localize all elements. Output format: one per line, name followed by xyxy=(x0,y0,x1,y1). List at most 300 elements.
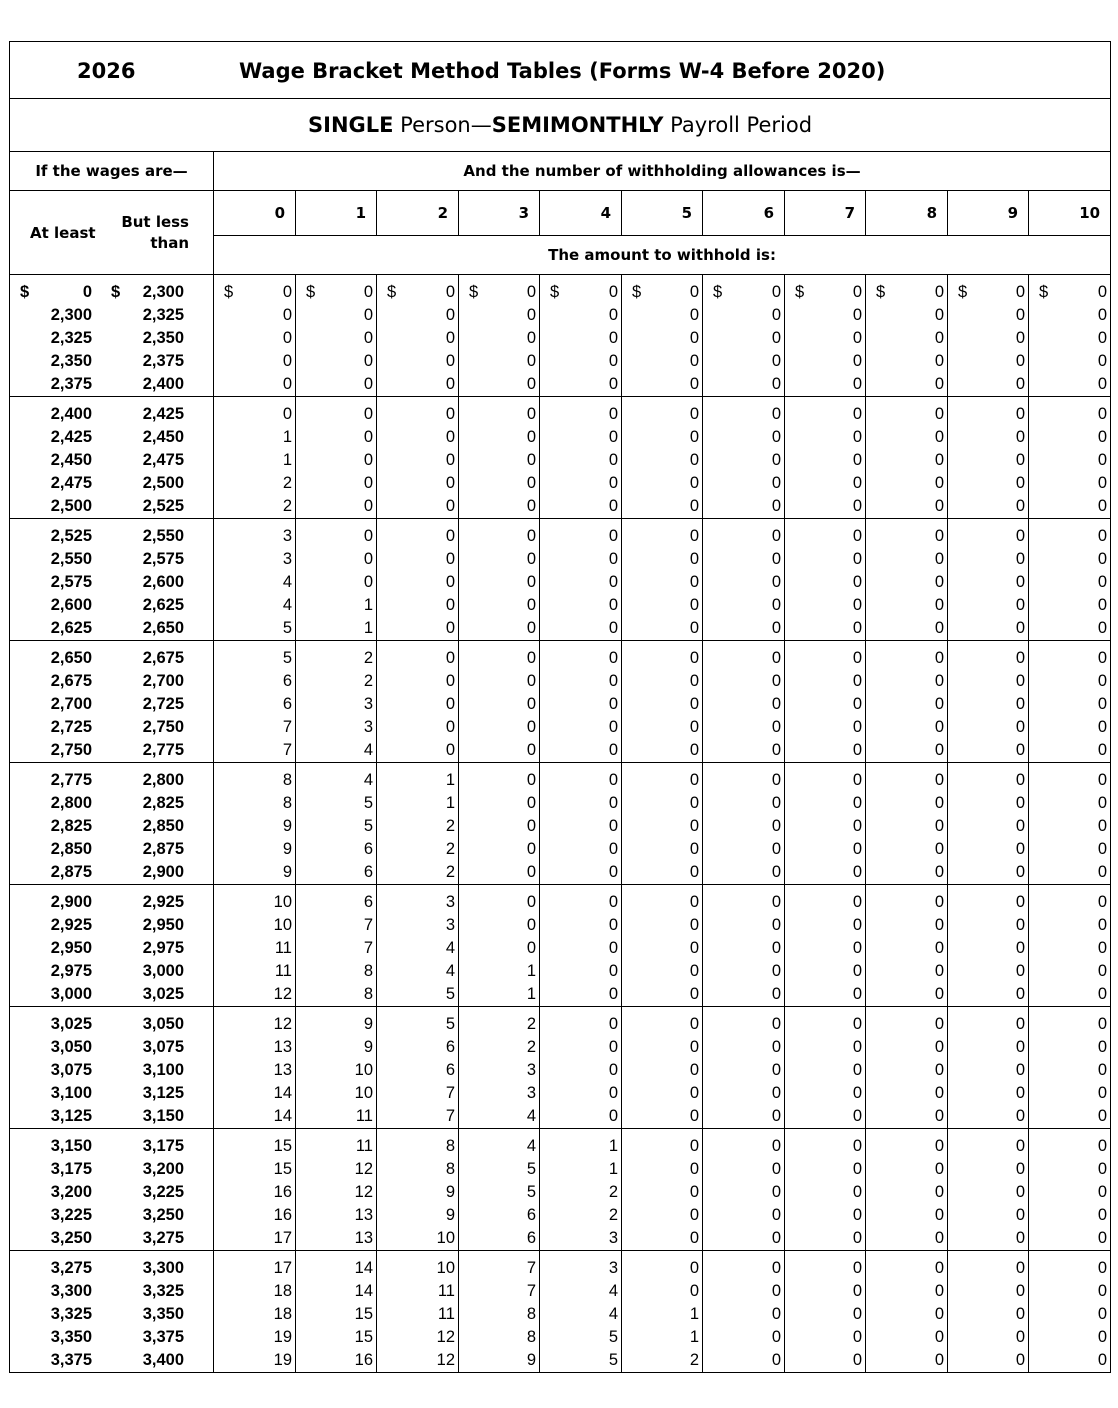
table-row xyxy=(10,914,1111,937)
amount-value: 4 xyxy=(608,1282,618,1300)
wage-but-less-than: 2,300 xyxy=(142,283,184,301)
amount-value: 3 xyxy=(526,1084,536,1102)
amount-value: 5 xyxy=(282,649,292,667)
withholding-amount xyxy=(540,739,622,763)
amount-value: 0 xyxy=(852,527,862,545)
amount-value: 0 xyxy=(934,1038,944,1056)
withholding-amount xyxy=(703,519,785,549)
withholding-amount xyxy=(377,304,459,327)
wage-range xyxy=(10,983,214,1007)
amount-value: 0 xyxy=(363,283,373,301)
wage-group xyxy=(10,1129,1111,1251)
amount-value: 0 xyxy=(526,329,536,347)
amount-value: 1 xyxy=(608,1137,618,1155)
amount-value: 0 xyxy=(1097,893,1108,911)
subtitle-filing-status: SINGLE xyxy=(308,113,394,137)
amount-value: 5 xyxy=(608,1328,618,1346)
withholding-amount xyxy=(459,327,540,350)
amount-value: 9 xyxy=(363,1038,373,1056)
amount-value: 0 xyxy=(363,352,373,370)
wage-but-less-than: 3,150 xyxy=(142,1107,184,1125)
amount-value: 0 xyxy=(526,596,536,614)
withholding-amount xyxy=(1029,1181,1111,1204)
amount-value: 0 xyxy=(1097,619,1108,637)
withholding-amount xyxy=(540,1227,622,1251)
amount-value: 1 xyxy=(445,771,455,789)
withholding-amount xyxy=(703,792,785,815)
amount-value: 0 xyxy=(445,497,455,515)
withholding-amount xyxy=(1029,1007,1111,1037)
withholding-amount xyxy=(377,1158,459,1181)
withholding-amount xyxy=(948,693,1029,716)
withholding-amount xyxy=(948,350,1029,373)
amount-value: 0 xyxy=(852,817,862,835)
amount-value: 0 xyxy=(608,1038,618,1056)
table-subtitle xyxy=(10,99,1111,152)
withholding-amount xyxy=(866,617,948,641)
wage-range xyxy=(10,1280,214,1303)
amount-value: 0 xyxy=(771,1137,781,1155)
wage-range xyxy=(10,1303,214,1326)
amount-value: 4 xyxy=(282,596,292,614)
amount-value: 0 xyxy=(689,794,699,812)
amount-value: 0 xyxy=(852,497,862,515)
withholding-amount xyxy=(866,763,948,793)
withholding-amount xyxy=(296,983,377,1007)
amount-value: 0 xyxy=(689,863,699,881)
withholding-amount xyxy=(459,937,540,960)
amount-value: 0 xyxy=(852,550,862,568)
amount-value: 0 xyxy=(771,428,781,446)
amount-value: 0 xyxy=(771,1282,781,1300)
amount-value: 0 xyxy=(689,405,699,423)
withholding-amount xyxy=(948,426,1029,449)
withholding-amount xyxy=(296,1303,377,1326)
amount-value: 0 xyxy=(771,451,781,469)
withholding-amount xyxy=(866,716,948,739)
table-row xyxy=(10,1181,1111,1204)
withholding-amount xyxy=(785,716,866,739)
amount-value: 0 xyxy=(1097,718,1108,736)
table-row xyxy=(10,1105,1111,1129)
withholding-amount xyxy=(540,426,622,449)
withholding-amount xyxy=(948,815,1029,838)
withholding-amount xyxy=(785,426,866,449)
amount-value: 0 xyxy=(934,405,944,423)
amount-value: 1 xyxy=(363,619,373,637)
withholding-amount xyxy=(540,327,622,350)
amount-value: 0 xyxy=(526,939,536,957)
withholding-amount xyxy=(622,716,703,739)
amount-value: 8 xyxy=(445,1137,455,1155)
amount-value: 0 xyxy=(1015,596,1025,614)
wage-range xyxy=(10,617,214,641)
withholding-amount xyxy=(622,304,703,327)
wage-at-least: 2,450 xyxy=(50,451,92,469)
wage-range xyxy=(10,885,214,915)
withholding-amount xyxy=(703,937,785,960)
amount-value: 0 xyxy=(771,1061,781,1079)
withholding-amount xyxy=(377,449,459,472)
amount-value: 0 xyxy=(1015,1351,1025,1369)
wage-but-less-than: 3,300 xyxy=(142,1259,184,1277)
withholding-amount xyxy=(622,519,703,549)
amount-value: 4 xyxy=(445,962,455,980)
withholding-amount xyxy=(214,693,296,716)
amount-value: 0 xyxy=(934,1107,944,1125)
withholding-amount xyxy=(948,763,1029,793)
withholding-amount xyxy=(703,472,785,495)
wage-at-least: 3,350 xyxy=(50,1328,92,1346)
withholding-amount xyxy=(296,693,377,716)
wage-range xyxy=(10,449,214,472)
withholding-amount xyxy=(377,885,459,915)
withholding-amount xyxy=(296,739,377,763)
amount-value: 0 xyxy=(1097,1259,1108,1277)
table-row xyxy=(10,937,1111,960)
amount-value: 0 xyxy=(526,352,536,370)
withholding-amount xyxy=(214,472,296,495)
withholding-amount xyxy=(703,373,785,397)
withholding-amount xyxy=(459,495,540,519)
amount-value: 15 xyxy=(354,1305,373,1323)
withholding-amount xyxy=(622,1326,703,1349)
amount-value: 12 xyxy=(436,1328,455,1346)
amount-value: 0 xyxy=(608,939,618,957)
amount-value: 0 xyxy=(689,375,699,393)
at-least-header: At least xyxy=(30,223,96,242)
withholding-amount xyxy=(377,1129,459,1159)
amount-value: 0 xyxy=(1015,1229,1025,1247)
amount-value: 0 xyxy=(934,985,944,1003)
amount-value: 3 xyxy=(282,550,292,568)
withholding-amount xyxy=(214,449,296,472)
withholding-amount xyxy=(703,861,785,885)
withholding-amount xyxy=(1029,495,1111,519)
amount-value: 0 xyxy=(934,573,944,591)
amount-value: 14 xyxy=(273,1084,292,1102)
subtitle-person: Person— xyxy=(393,113,492,137)
withholding-amount xyxy=(622,792,703,815)
withholding-amount xyxy=(703,275,785,305)
amount-value: 0 xyxy=(282,375,292,393)
withholding-amount xyxy=(1029,548,1111,571)
withholding-amount xyxy=(948,1349,1029,1373)
amount-value: 3 xyxy=(445,893,455,911)
amount-value: 0 xyxy=(608,283,618,301)
table-row xyxy=(10,1349,1111,1373)
withholding-amount xyxy=(785,519,866,549)
wage-at-least: 2,825 xyxy=(50,817,92,835)
amount-value: 0 xyxy=(1015,985,1025,1003)
withholding-amount xyxy=(459,548,540,571)
amount-value: 0 xyxy=(771,840,781,858)
wage-but-less-than: 3,350 xyxy=(142,1305,184,1323)
amount-value: 0 xyxy=(771,550,781,568)
withholding-amount xyxy=(948,449,1029,472)
withholding-amount xyxy=(377,373,459,397)
withholding-amount xyxy=(622,426,703,449)
amount-value: 0 xyxy=(1015,672,1025,690)
amount-value: 0 xyxy=(363,497,373,515)
wage-at-least: 2,300 xyxy=(50,306,92,324)
withholding-amount xyxy=(785,1059,866,1082)
withholding-amount xyxy=(785,960,866,983)
withholding-amount xyxy=(214,914,296,937)
amount-value: 0 xyxy=(771,596,781,614)
amount-value: 3 xyxy=(363,718,373,736)
amount-value: 0 xyxy=(363,527,373,545)
amount-value: 0 xyxy=(934,329,944,347)
withholding-amount xyxy=(622,983,703,1007)
withholding-amount xyxy=(785,1158,866,1181)
withholding-amount xyxy=(785,397,866,427)
withholding-amount xyxy=(296,519,377,549)
amount-value: 10 xyxy=(273,916,292,934)
amount-value: 11 xyxy=(274,962,292,980)
withholding-amount xyxy=(296,960,377,983)
amount-value: 0 xyxy=(1097,527,1108,545)
withholding-amount xyxy=(540,495,622,519)
withholding-amount xyxy=(459,641,540,671)
amount-value: 0 xyxy=(445,672,455,690)
amount-value: 3 xyxy=(608,1259,618,1277)
amount-value: 0 xyxy=(689,573,699,591)
amount-value: 0 xyxy=(1097,863,1108,881)
table-row xyxy=(10,617,1111,641)
withholding-amount xyxy=(377,1181,459,1204)
withholding-amount xyxy=(377,519,459,549)
allowance-col-2: 2 xyxy=(377,191,459,236)
withholding-amount xyxy=(540,1349,622,1373)
amount-value: 0 xyxy=(689,817,699,835)
amount-value: 0 xyxy=(852,893,862,911)
amount-value: 0 xyxy=(363,405,373,423)
amount-value: 0 xyxy=(1097,1328,1108,1346)
amount-value: 0 xyxy=(771,1015,781,1033)
table-row xyxy=(10,815,1111,838)
withholding-amount xyxy=(540,1251,622,1281)
amount-value: 3 xyxy=(526,1061,536,1079)
table-row xyxy=(10,373,1111,397)
amount-value: 0 xyxy=(771,649,781,667)
withholding-amount xyxy=(703,641,785,671)
withholding-amount xyxy=(703,1059,785,1082)
amount-value: 2 xyxy=(608,1183,618,1201)
amount-value: 0 xyxy=(1015,840,1025,858)
withholding-amount xyxy=(214,641,296,671)
amount-value: 0 xyxy=(689,649,699,667)
withholding-amount xyxy=(703,693,785,716)
amount-value: 0 xyxy=(852,405,862,423)
wage-range xyxy=(10,495,214,519)
amount-value: 0 xyxy=(852,794,862,812)
withholding-amount xyxy=(1029,426,1111,449)
amount-value: 0 xyxy=(1015,741,1025,759)
amount-value: 5 xyxy=(363,794,373,812)
allowance-col-0: 0 xyxy=(214,191,296,236)
withholding-amount xyxy=(703,350,785,373)
amount-value: 5 xyxy=(526,1183,536,1201)
withholding-amount xyxy=(622,275,703,305)
withholding-amount xyxy=(377,1204,459,1227)
wage-range xyxy=(10,594,214,617)
amount-value: 0 xyxy=(608,375,618,393)
withholding-amount xyxy=(214,1227,296,1251)
amount-value: 11 xyxy=(355,1107,373,1125)
amount-value: 10 xyxy=(273,893,292,911)
amount-value: 12 xyxy=(354,1160,373,1178)
withholding-amount xyxy=(866,304,948,327)
amount-value: 0 xyxy=(689,1137,699,1155)
amount-value: 7 xyxy=(445,1084,455,1102)
withholding-amount xyxy=(377,594,459,617)
withholding-amount xyxy=(459,617,540,641)
amount-value: 0 xyxy=(608,672,618,690)
amount-value: 0 xyxy=(282,329,292,347)
amount-value: 0 xyxy=(608,962,618,980)
amount-value: 0 xyxy=(771,375,781,393)
wage-group xyxy=(10,275,1111,397)
withholding-amount xyxy=(540,275,622,305)
withholding-amount xyxy=(296,1059,377,1082)
withholding-amount xyxy=(948,1303,1029,1326)
withholding-amount xyxy=(703,1158,785,1181)
withholding-amount xyxy=(296,1227,377,1251)
withholding-amount xyxy=(377,792,459,815)
withholding-amount xyxy=(703,670,785,693)
withholding-amount xyxy=(622,1227,703,1251)
wage-at-least: 2,850 xyxy=(50,840,92,858)
amount-value: 0 xyxy=(1015,1107,1025,1125)
wage-but-less-than: 2,775 xyxy=(142,741,184,759)
amount-value: 0 xyxy=(934,1229,944,1247)
withholding-amount xyxy=(866,426,948,449)
amount-value: 8 xyxy=(526,1328,536,1346)
withholding-amount xyxy=(785,594,866,617)
wage-range xyxy=(10,472,214,495)
withholding-amount xyxy=(866,1129,948,1159)
withholding-amount xyxy=(540,548,622,571)
withholding-amount xyxy=(296,1158,377,1181)
wage-range xyxy=(10,960,214,983)
withholding-amount xyxy=(540,594,622,617)
amount-value: 0 xyxy=(771,1084,781,1102)
amount-value: 0 xyxy=(1015,1160,1025,1178)
amount-value: 8 xyxy=(526,1305,536,1323)
amount-value: 0 xyxy=(689,1061,699,1079)
amount-value: 14 xyxy=(354,1259,373,1277)
withholding-amount xyxy=(785,1303,866,1326)
amount-value: 0 xyxy=(934,1206,944,1224)
withholding-amount xyxy=(785,304,866,327)
withholding-amount xyxy=(214,426,296,449)
withholding-amount xyxy=(703,1251,785,1281)
amount-value: 0 xyxy=(771,672,781,690)
amount-value: 0 xyxy=(608,863,618,881)
amount-value: 4 xyxy=(363,771,373,789)
amount-value: 12 xyxy=(354,1183,373,1201)
withholding-amount xyxy=(377,1326,459,1349)
amount-value: 0 xyxy=(445,329,455,347)
withholding-amount xyxy=(214,861,296,885)
withholding-amount xyxy=(1029,304,1111,327)
amount-value: 0 xyxy=(1097,840,1108,858)
withholding-amount xyxy=(1029,937,1111,960)
amount-value: 0 xyxy=(526,619,536,637)
amount-value: 0 xyxy=(1097,550,1108,568)
wage-range xyxy=(10,327,214,350)
amount-value: 15 xyxy=(273,1160,292,1178)
withholding-amount xyxy=(377,1082,459,1105)
amount-value: 0 xyxy=(771,1229,781,1247)
withholding-amount xyxy=(214,815,296,838)
amount-value: 2 xyxy=(526,1038,536,1056)
withholding-amount xyxy=(377,670,459,693)
amount-value: 0 xyxy=(934,840,944,858)
wage-but-less-than: 3,325 xyxy=(142,1282,184,1300)
withholding-amount xyxy=(785,548,866,571)
withholding-amount xyxy=(459,472,540,495)
wage-but-less-than: 3,125 xyxy=(142,1084,184,1102)
wage-at-least: 2,375 xyxy=(50,375,92,393)
amount-value: 6 xyxy=(282,672,292,690)
amount-value: 0 xyxy=(771,352,781,370)
withholding-amount xyxy=(296,716,377,739)
withholding-amount xyxy=(785,449,866,472)
amount-value: 0 xyxy=(852,649,862,667)
wage-but-less-than: 3,250 xyxy=(142,1206,184,1224)
wage-range xyxy=(10,1129,214,1159)
amount-value: 0 xyxy=(445,649,455,667)
amount-value: 0 xyxy=(934,1183,944,1201)
amount-value: 6 xyxy=(282,695,292,713)
amount-value: 0 xyxy=(445,283,455,301)
wage-range xyxy=(10,1227,214,1251)
withholding-amount xyxy=(377,763,459,793)
amount-value: 0 xyxy=(771,985,781,1003)
withholding-amount xyxy=(785,1181,866,1204)
amount-value: 0 xyxy=(934,283,944,301)
amount-value: 0 xyxy=(852,1183,862,1201)
withholding-amount xyxy=(785,617,866,641)
wage-at-least: 2,400 xyxy=(50,405,92,423)
wage-group xyxy=(10,763,1111,885)
table-row xyxy=(10,792,1111,815)
amount-value: 0 xyxy=(689,474,699,492)
withholding-amount xyxy=(377,983,459,1007)
withholding-amount xyxy=(948,519,1029,549)
withholding-amount xyxy=(540,792,622,815)
wage-at-least: 2,625 xyxy=(50,619,92,637)
withholding-amount xyxy=(785,495,866,519)
amount-value: 2 xyxy=(689,1351,699,1369)
withholding-amount xyxy=(622,1007,703,1037)
amount-value: 0 xyxy=(526,451,536,469)
withholding-amount xyxy=(214,763,296,793)
withholding-amount xyxy=(540,1204,622,1227)
amount-value: 0 xyxy=(771,329,781,347)
amount-value: 0 xyxy=(608,1107,618,1125)
withholding-amount xyxy=(540,1181,622,1204)
withholding-amount xyxy=(1029,838,1111,861)
wage-at-least: 2,900 xyxy=(50,893,92,911)
amount-value: 0 xyxy=(608,428,618,446)
amount-value: 1 xyxy=(689,1328,699,1346)
table-row xyxy=(10,1129,1111,1159)
amount-value: 0 xyxy=(852,1137,862,1155)
withholding-amount xyxy=(1029,472,1111,495)
